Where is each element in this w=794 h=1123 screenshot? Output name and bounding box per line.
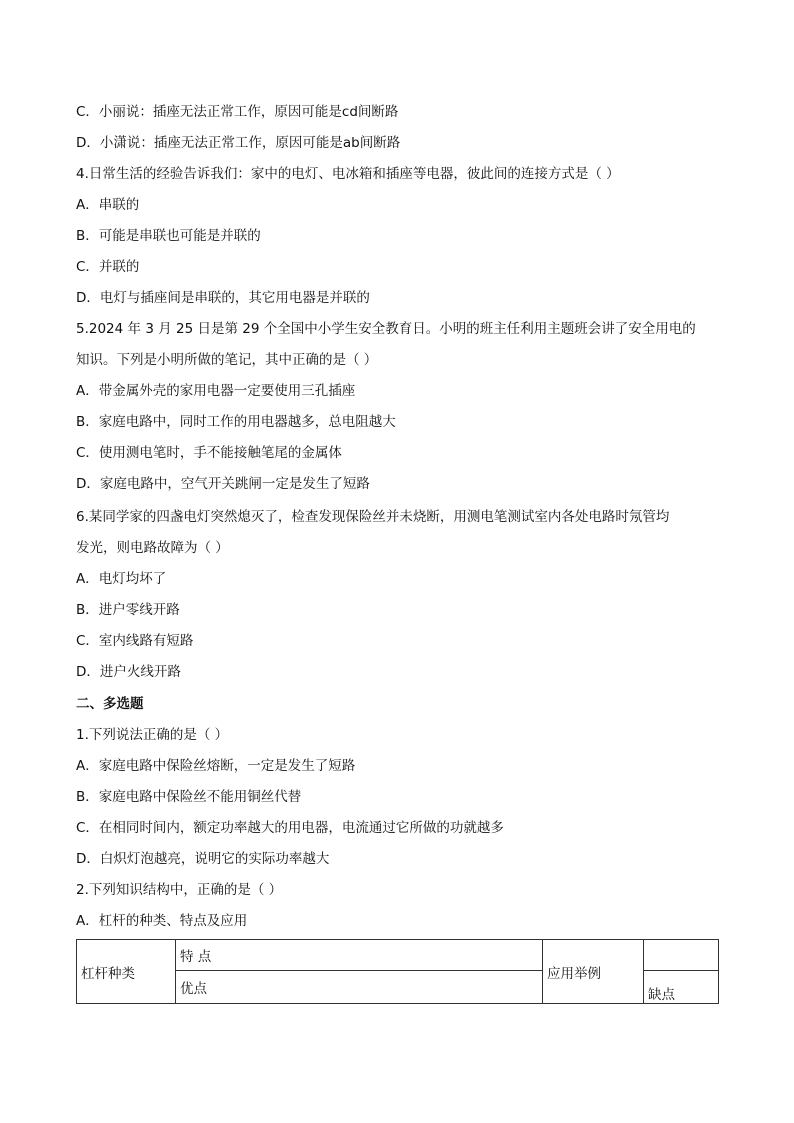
option-c-q3: C．小丽说：插座无法正常工作，原因可能是cd间断路 <box>76 104 399 120</box>
option-c-q4: C．并联的 <box>76 259 140 275</box>
option-c-q5: C．使用测电笔时，手不能接触笔尾的金属体 <box>76 445 342 461</box>
table-cell-advantage: 优点 <box>176 971 543 1004</box>
lever-table <box>76 939 719 1004</box>
table-cell-disadvantage: 缺点 <box>644 971 719 1004</box>
table-cell-feature: 特 点 <box>176 940 543 971</box>
option-a-q6: A．电灯均坏了 <box>76 571 167 587</box>
option-b-q5: B．家庭电路中，同时工作的用电器越多，总电阻越大 <box>76 414 396 430</box>
option-c-q6: C．室内线路有短路 <box>76 633 194 649</box>
section-heading-multiple-choice: 二、多选题 <box>76 696 144 712</box>
option-d-mc1: D．白炽灯泡越亮，说明它的实际功率越大 <box>76 851 330 867</box>
option-a-mc1: A．家庭电路中保险丝熔断，一定是发生了短路 <box>76 758 356 774</box>
question-5-line-2: 知识。下列是小明所做的笔记，其中正确的是（ ） <box>76 352 378 368</box>
question-4: 4.日常生活的经验告诉我们：家中的电灯、电冰箱和插座等电器，彼此间的连接方式是（ ） <box>76 166 620 182</box>
question-5-line-1: 5.2024 年 3 月 25 日是第 29 个全国中小学生安全教育日。小明的班主任利用主题班会讲了安全用电的 <box>76 321 696 337</box>
option-b-mc1: B．家庭电路中保险丝不能用铜丝代替 <box>76 789 302 805</box>
option-d-q4: D．电灯与插座间是串联的，其它用电器是并联的 <box>76 290 370 306</box>
option-b-q4: B．可能是串联也可能是并联的 <box>76 228 261 244</box>
option-b-q6: B．进户零线开路 <box>76 602 180 618</box>
table-cell-application: 应用举例 <box>543 940 644 1004</box>
option-a-q4: A．串联的 <box>76 197 140 213</box>
option-c-mc1: C．在相同时间内，额定功率越大的用电器，电流通过它所做的功就越多 <box>76 820 504 836</box>
mc-question-1: 1.下列说法正确的是（ ） <box>76 727 229 743</box>
mc-question-2: 2.下列知识结构中，正确的是（ ） <box>76 882 283 898</box>
table-cell-empty <box>644 940 719 971</box>
option-a-mc2: A．杠杆的种类、特点及应用 <box>76 913 248 929</box>
option-d-q3: D．小潇说：插座无法正常工作，原因可能是ab间断路 <box>76 135 401 151</box>
table-cell-lever-type: 杠杆种类 <box>77 940 176 1004</box>
question-6-line-2: 发光，则电路故障为（ ） <box>76 540 229 556</box>
option-a-q5: A．带金属外壳的家用电器一定要使用三孔插座 <box>76 383 356 399</box>
question-6-line-1: 6.某同学家的四盏电灯突然熄灭了，检查发现保险丝并未烧断，用测电笔测试室内各处电路时氖管均 <box>76 509 670 525</box>
option-d-q5: D．家庭电路中，空气开关跳闸一定是发生了短路 <box>76 476 370 492</box>
option-d-q6: D．进户火线开路 <box>76 664 181 680</box>
